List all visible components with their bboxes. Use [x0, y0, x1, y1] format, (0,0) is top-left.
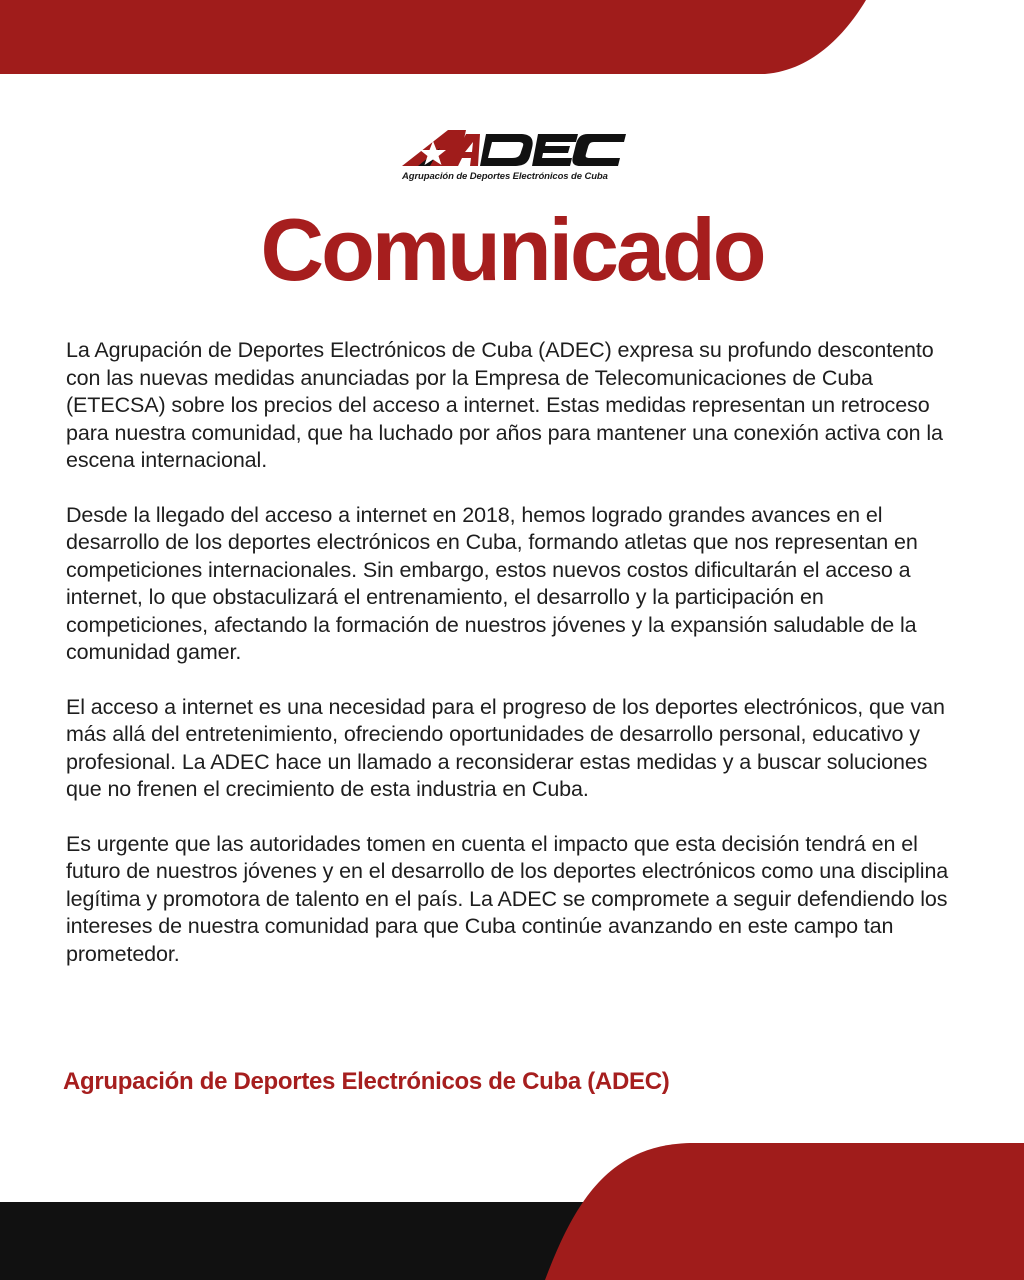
logo-letter-c-icon [572, 134, 626, 166]
paragraph: Es urgente que las autoridades tomen en cuenta el impacto que esta decisión tendrá en el futuro de nuestros jóvenes y en el desarrollo de los deportes electrónicos como una disciplina legítima y promotora de talento en el país. La ADEC se compromete a seguir defendiendo los intereses de nuestra comunidad para que Cuba continúe avanzando en este campo tan prometedor. [66, 831, 949, 966]
logo-letter-d-icon [480, 134, 533, 166]
page-title: Comunicado [260, 200, 764, 299]
paragraph: Desde la llegado del acceso a internet en 2018, hemos logrado grandes avances en el desarrollo de los deportes electrónicos en Cuba, formando atletas que nos representan en competiciones internacionales. Sin embargo, estos nuevos costos dificultarán el acceso a internet, lo que obstaculizará el entrenamiento, el desarrollo y la participación en competiciones, afectando la formación de nuestros jóvenes y la expansión saludable de la comunidad gamer. [66, 502, 918, 664]
paragraph: El acceso a internet es una necesidad para el progreso de los deportes electrónicos, que van más allá del entretenimiento, ofreciendo oportunidades de desarrollo personal, educativo y profesional. La ADEC hace un llamado a reconsiderar estas medidas y a buscar soluciones que no frenen el crecimiento de esta industria en Cuba. [66, 694, 945, 801]
bottom-decorative-band [0, 1140, 1024, 1280]
logo-subtitle: Agrupación de Deportes Electrónicos de Cuba [402, 171, 608, 182]
bottom-red-wave [545, 1143, 1024, 1280]
logo-letter-e-icon [532, 134, 578, 166]
paragraph: La Agrupación de Deportes Electrónicos de Cuba (ADEC) expresa su profundo descontento con las nuevas medidas anunciadas por la Empresa de Telecomunicaciones de Cuba (ETECSA) sobre los precios del acceso a internet. Estas medidas representan un retroceso para nuestra comunidad, que ha luchado por años para mantener una conexión activa con la escena internacional. [66, 338, 943, 472]
signature: Agrupación de Deportes Electrónicos de Cuba (ADEC) [63, 1068, 670, 1095]
communique-body [66, 337, 966, 995]
top-decorative-band [0, 0, 1024, 80]
